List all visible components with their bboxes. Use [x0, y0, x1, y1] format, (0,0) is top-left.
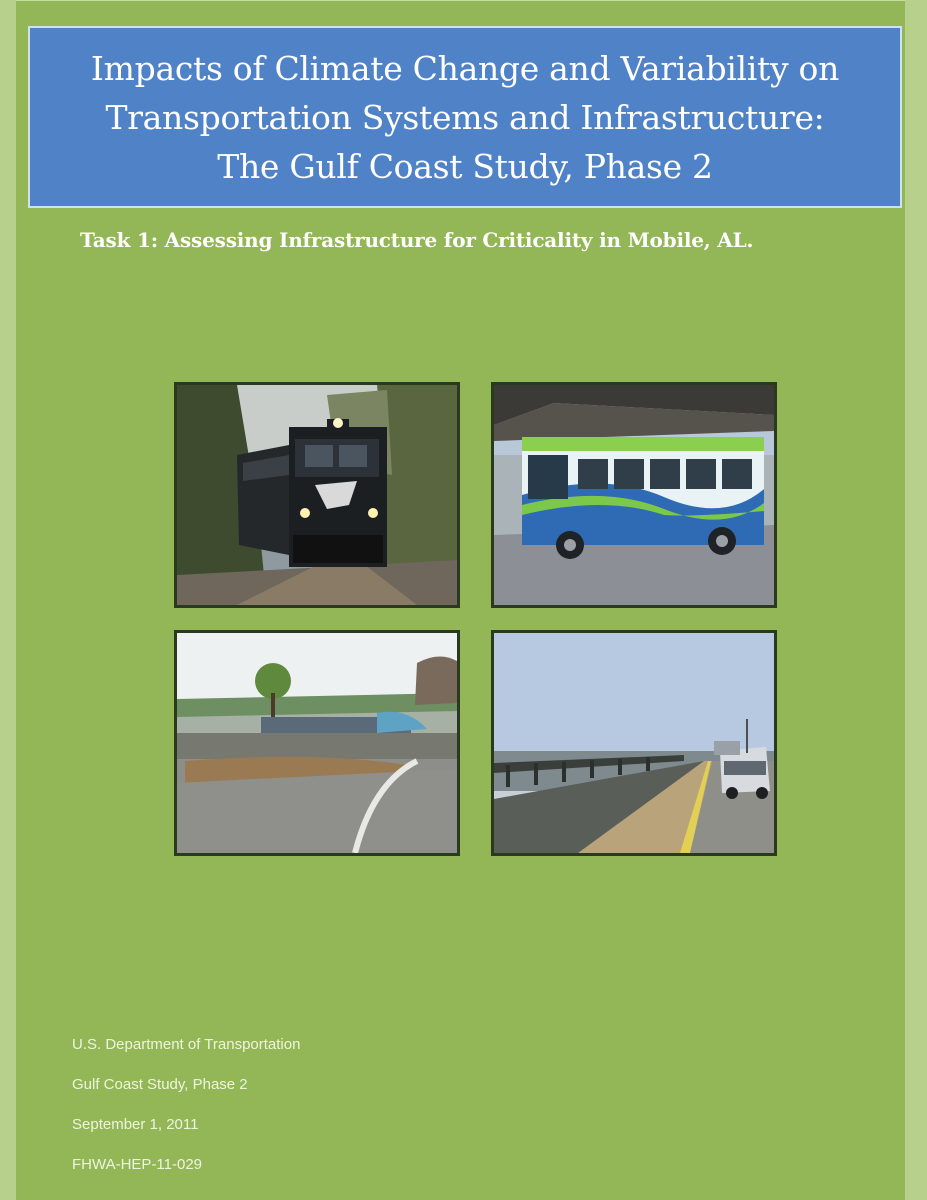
title-banner — [28, 26, 902, 208]
transit-bus-photo — [491, 382, 777, 608]
agency-name: U.S. Department of Transportation — [72, 1036, 301, 1053]
title-line-2: Transportation Systems and Infrastructure: — [105, 97, 825, 137]
task-subtitle: Task 1: Assessing Infrastructure for Criticality in Mobile, AL. — [80, 228, 754, 252]
title-line-1: Impacts of Climate Change and Variability on — [90, 48, 840, 88]
causeway-road-photo — [491, 630, 777, 856]
publication-date: September 1, 2011 — [72, 1116, 199, 1133]
title-line-3: The Gulf Coast Study, Phase 2 — [217, 146, 713, 186]
port-terminal-photo — [174, 630, 460, 856]
freight-train-photo — [174, 382, 460, 608]
report-number: FHWA-HEP-11-029 — [72, 1156, 203, 1173]
study-name: Gulf Coast Study, Phase 2 — [72, 1076, 248, 1093]
publication-info — [72, 1034, 300, 1194]
